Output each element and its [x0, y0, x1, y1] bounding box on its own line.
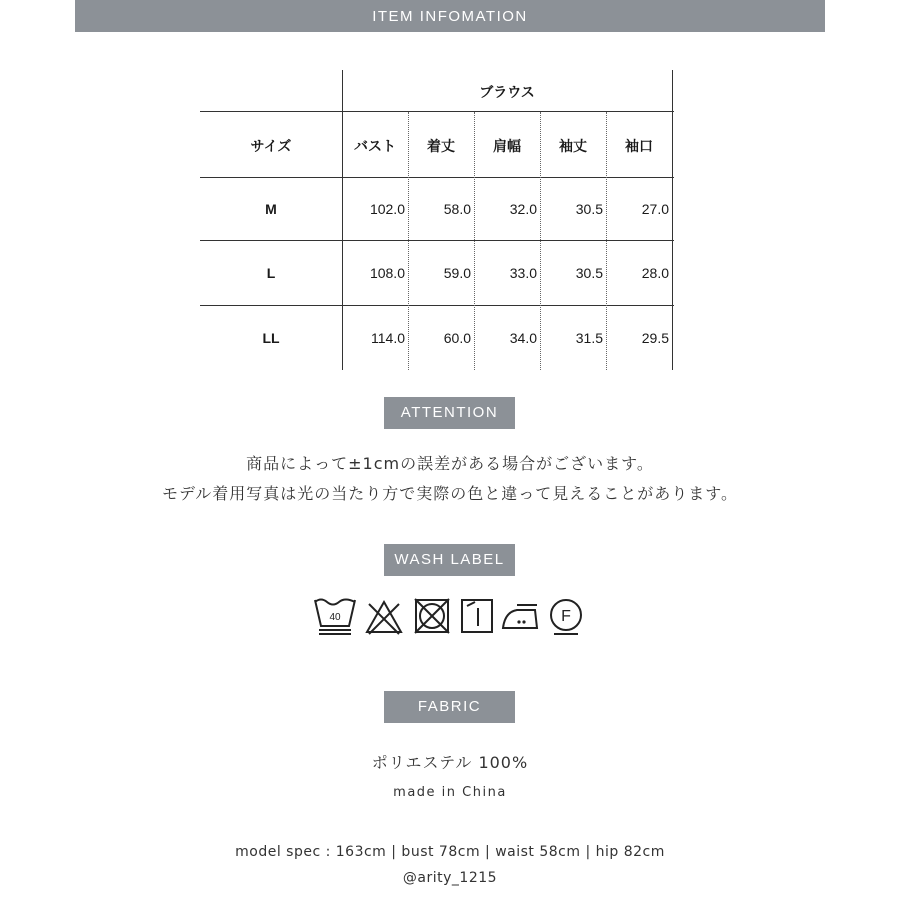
- table-cell: 102.0: [369, 201, 405, 217]
- table-cell: 34.0: [509, 330, 537, 346]
- table-cell: 33.0: [509, 265, 537, 281]
- table-cell: 32.0: [509, 201, 537, 217]
- fabric-composition: ポリエステル 100%: [371, 753, 529, 772]
- fabric-label: FABRIC: [384, 691, 515, 723]
- table-cell: 108.0: [369, 265, 405, 281]
- item-information-header: ITEM INFOMATION: [75, 0, 825, 32]
- size-label-m: M: [265, 201, 277, 217]
- column-header-cuff: 袖口: [625, 138, 653, 154]
- line-dry-icon: [459, 596, 495, 638]
- table-cell: 28.0: [641, 265, 669, 281]
- iron-low-icon: [499, 596, 543, 638]
- no-bleach-icon: [364, 596, 404, 638]
- dry-clean-f-icon: [547, 596, 585, 638]
- table-cell: 59.0: [443, 265, 471, 281]
- table-divider: [200, 305, 674, 306]
- column-header-shoulder: 肩幅: [493, 138, 521, 154]
- table-cell: 30.5: [575, 201, 603, 217]
- table-divider: [342, 70, 343, 370]
- model-spec: model spec : 163cm | bust 78cm | waist 58cm | hip 82cm: [235, 844, 665, 860]
- table-divider: [200, 111, 674, 112]
- wash-label-label: WASH LABEL: [384, 544, 515, 576]
- table-cell: 30.5: [575, 265, 603, 281]
- size-label-ll: LL: [262, 330, 280, 346]
- no-tumble-dry-icon: [412, 596, 452, 638]
- wash-40-icon: [313, 596, 357, 638]
- size-column-header: サイズ: [250, 138, 292, 154]
- dry-clean-letter: F: [561, 608, 571, 625]
- column-header-bust: バスト: [354, 138, 396, 154]
- table-divider: [200, 177, 674, 178]
- table-cell: 27.0: [641, 201, 669, 217]
- table-cell: 31.5: [575, 330, 603, 346]
- attention-label: ATTENTION: [384, 397, 515, 429]
- table-cell: 29.5: [641, 330, 669, 346]
- size-table: [200, 70, 674, 370]
- wash-temperature: 40: [329, 612, 341, 623]
- size-label-l: L: [266, 265, 276, 281]
- table-divider: [200, 240, 674, 241]
- table-cell: 114.0: [371, 330, 405, 346]
- attention-line-1: 商品によって±1cmの誤差がある場合がございます。: [246, 454, 654, 473]
- table-cell: 58.0: [443, 201, 471, 217]
- table-divider: [672, 70, 673, 370]
- fabric-origin: made in China: [393, 785, 507, 800]
- wash-icons: [313, 596, 585, 638]
- attention-line-2: モデル着用写真は光の当たり方で実際の色と違って見えることがあります。: [162, 484, 738, 503]
- model-account: @arity_1215: [402, 870, 498, 886]
- column-header-length: 着丈: [427, 138, 455, 154]
- table-cell: 60.0: [443, 330, 471, 346]
- column-header-sleeve: 袖丈: [559, 138, 587, 154]
- item-name: ブラウス: [479, 84, 535, 100]
